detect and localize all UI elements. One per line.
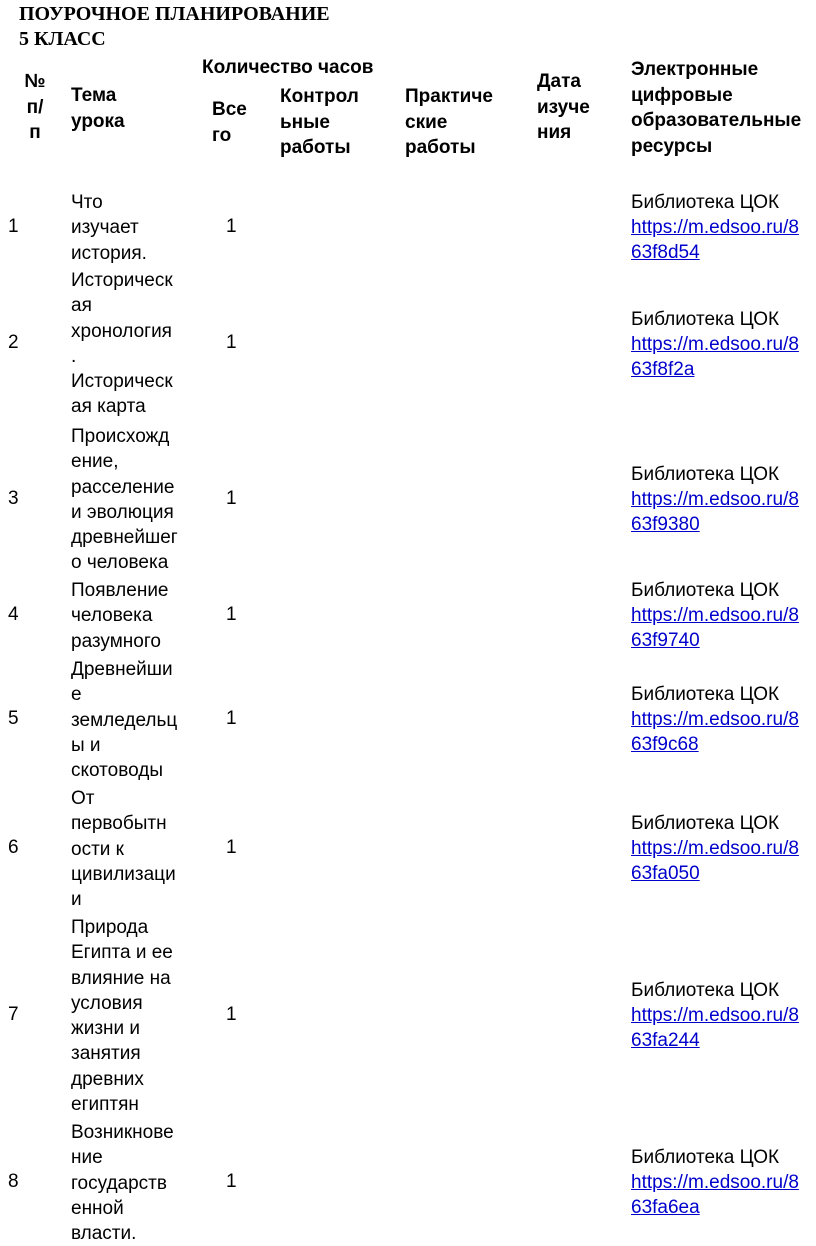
row-topic [71,657,193,783]
topic-line: От [71,788,95,809]
topic-line: Историческ [71,371,173,393]
topic-line: изучает [71,217,139,239]
row-topic [71,424,193,576]
topic-line: Происхожд [71,426,170,447]
header-resources-line: Электронные [631,59,759,80]
row-number: 8 [8,1171,19,1192]
resource-link[interactable] [631,334,799,380]
resource-link[interactable] [631,838,799,884]
row-resource [631,190,811,265]
row-number: 3 [8,488,19,509]
resource-link[interactable] [631,489,799,535]
row-hours: 1 [226,604,237,625]
topic-line: скотоводы [71,760,164,782]
link-part: 63f9740 [631,630,700,651]
topic-line: Что [71,192,103,213]
header-practical-line: Практиче [405,86,493,107]
title-line-1: ПОУРОЧНОЕ ПЛАНИРОВАНИЕ [19,3,330,25]
header-control-line: Контрол [280,86,359,107]
header-num-line: п/ [26,96,44,118]
page-title [19,2,330,52]
topic-line: влияние на [71,967,171,989]
link-part: 63fa050 [631,863,700,884]
topic-line: е [71,684,82,706]
topic-line: Появление [71,580,169,601]
link-part: 63fa6ea [631,1197,700,1218]
header-control-line: ьные [280,111,330,133]
row-number: 2 [8,332,19,353]
resource-label: Библиотека ЦОК [631,813,780,834]
link-part: https://m.edsoo.ru/8 [631,1172,799,1193]
title-line-2: 5 КЛАСС [19,28,106,50]
topic-line: ая [71,295,92,317]
header-control-line: работы [280,137,351,158]
row-topic [71,1120,193,1246]
row-hours: 1 [226,332,237,353]
link-part: 63f8d54 [631,242,700,263]
header-total-line: Все [212,99,247,120]
topic-line: ние [71,1147,103,1169]
row-topic [71,190,193,266]
resource-link[interactable] [631,709,799,755]
resource-link[interactable] [631,1172,799,1218]
topic-line: . [71,345,77,367]
topic-line: древних [71,1068,144,1090]
topic-line: ение, [71,451,119,473]
header-total [212,97,247,148]
topic-line: занятия [71,1043,141,1065]
resource-label: Библиотека ЦОК [631,1147,780,1168]
header-resources-line: цифровые [631,84,733,106]
row-resource [631,978,811,1053]
resource-label: Библиотека ЦОК [631,684,780,705]
row-hours: 1 [226,1171,237,1192]
topic-line: власти. [71,1223,137,1245]
header-resources-line: образовательные [631,110,802,131]
topic-line: и [71,889,82,911]
resource-link[interactable] [631,217,799,263]
topic-line: условия [71,992,143,1014]
topic-line: человека [71,605,153,627]
topic-line: государств [71,1172,167,1194]
link-part: https://m.edsoo.ru/8 [631,489,799,510]
link-part: https://m.edsoo.ru/8 [631,334,799,355]
row-number: 7 [8,1004,19,1025]
header-topic [71,83,125,134]
row-resource [631,307,811,382]
topic-line: Возникнове [71,1122,174,1143]
topic-line: хронология [71,320,172,342]
row-topic [71,915,193,1117]
topic-line: расселение [71,476,175,498]
row-number: 6 [8,837,19,858]
header-total-line: го [212,124,232,146]
topic-line: и эволюция [71,501,174,523]
resource-label: Библиотека ЦОК [631,192,780,213]
row-resource [631,462,811,537]
header-topic-line: урока [71,110,125,132]
resource-link[interactable] [631,1005,799,1051]
row-resource [631,578,811,653]
topic-line: о человека [71,552,169,574]
row-resource [631,1145,811,1220]
topic-line: ая карта [71,396,146,418]
header-date-line: Дата [537,71,581,92]
topic-line: Древнейши [71,659,173,680]
row-topic [71,268,193,420]
topic-line: жизни и [71,1018,141,1040]
header-topic-line: Тема [71,85,117,106]
header-resources [631,57,801,159]
link-part: https://m.edsoo.ru/8 [631,838,799,859]
resource-label: Библиотека ЦОК [631,980,780,1001]
link-part: https://m.edsoo.ru/8 [631,605,799,626]
link-part: https://m.edsoo.ru/8 [631,1005,799,1026]
link-part: https://m.edsoo.ru/8 [631,709,799,730]
header-practical-line: ские [405,111,448,133]
row-number: 4 [8,604,19,625]
link-part: https://m.edsoo.ru/8 [631,217,799,238]
header-practical [405,84,493,161]
row-hours: 1 [226,708,237,729]
header-date [537,69,590,146]
header-date-line: изуче [537,96,590,118]
header-num-line: п [29,122,41,143]
row-hours: 1 [226,488,237,509]
header-control [280,84,359,161]
header-date-line: ния [537,122,572,143]
topic-line: древнейшег [71,527,178,549]
header-practical-line: работы [405,137,476,158]
row-hours: 1 [226,1004,237,1025]
row-topic [71,578,193,654]
row-resource [631,682,811,757]
row-hours: 1 [226,216,237,237]
row-number: 5 [8,708,19,729]
topic-line: разумного [71,630,161,652]
link-part: 63f9c68 [631,734,699,755]
row-number: 1 [8,216,19,237]
row-hours: 1 [226,837,237,858]
topic-line: енной [71,1197,124,1219]
topic-line: Историческ [71,270,173,291]
header-num [21,69,49,146]
row-resource [631,811,811,886]
link-part: 63f8f2a [631,359,695,380]
topic-line: египтян [71,1094,139,1116]
topic-line: ы и [71,734,101,756]
topic-line: первобытн [71,813,167,835]
resource-label: Библиотека ЦОК [631,309,780,330]
topic-line: Природа [71,917,149,938]
row-topic [71,786,193,912]
header-num-line: № [24,71,46,92]
resource-label: Библиотека ЦОК [631,464,780,485]
resource-label: Библиотека ЦОК [631,580,780,601]
topic-line: ости к [71,838,124,860]
topic-line: Египта и ее [71,942,173,964]
resource-link[interactable] [631,605,799,651]
topic-line: земледельц [71,709,178,731]
link-part: 63fa244 [631,1030,700,1051]
header-resources-line: ресурсы [631,135,713,157]
topic-line: история. [71,242,147,264]
header-hours-group: Количество часов [202,57,374,78]
link-part: 63f9380 [631,514,700,535]
topic-line: цивилизаци [71,863,176,885]
